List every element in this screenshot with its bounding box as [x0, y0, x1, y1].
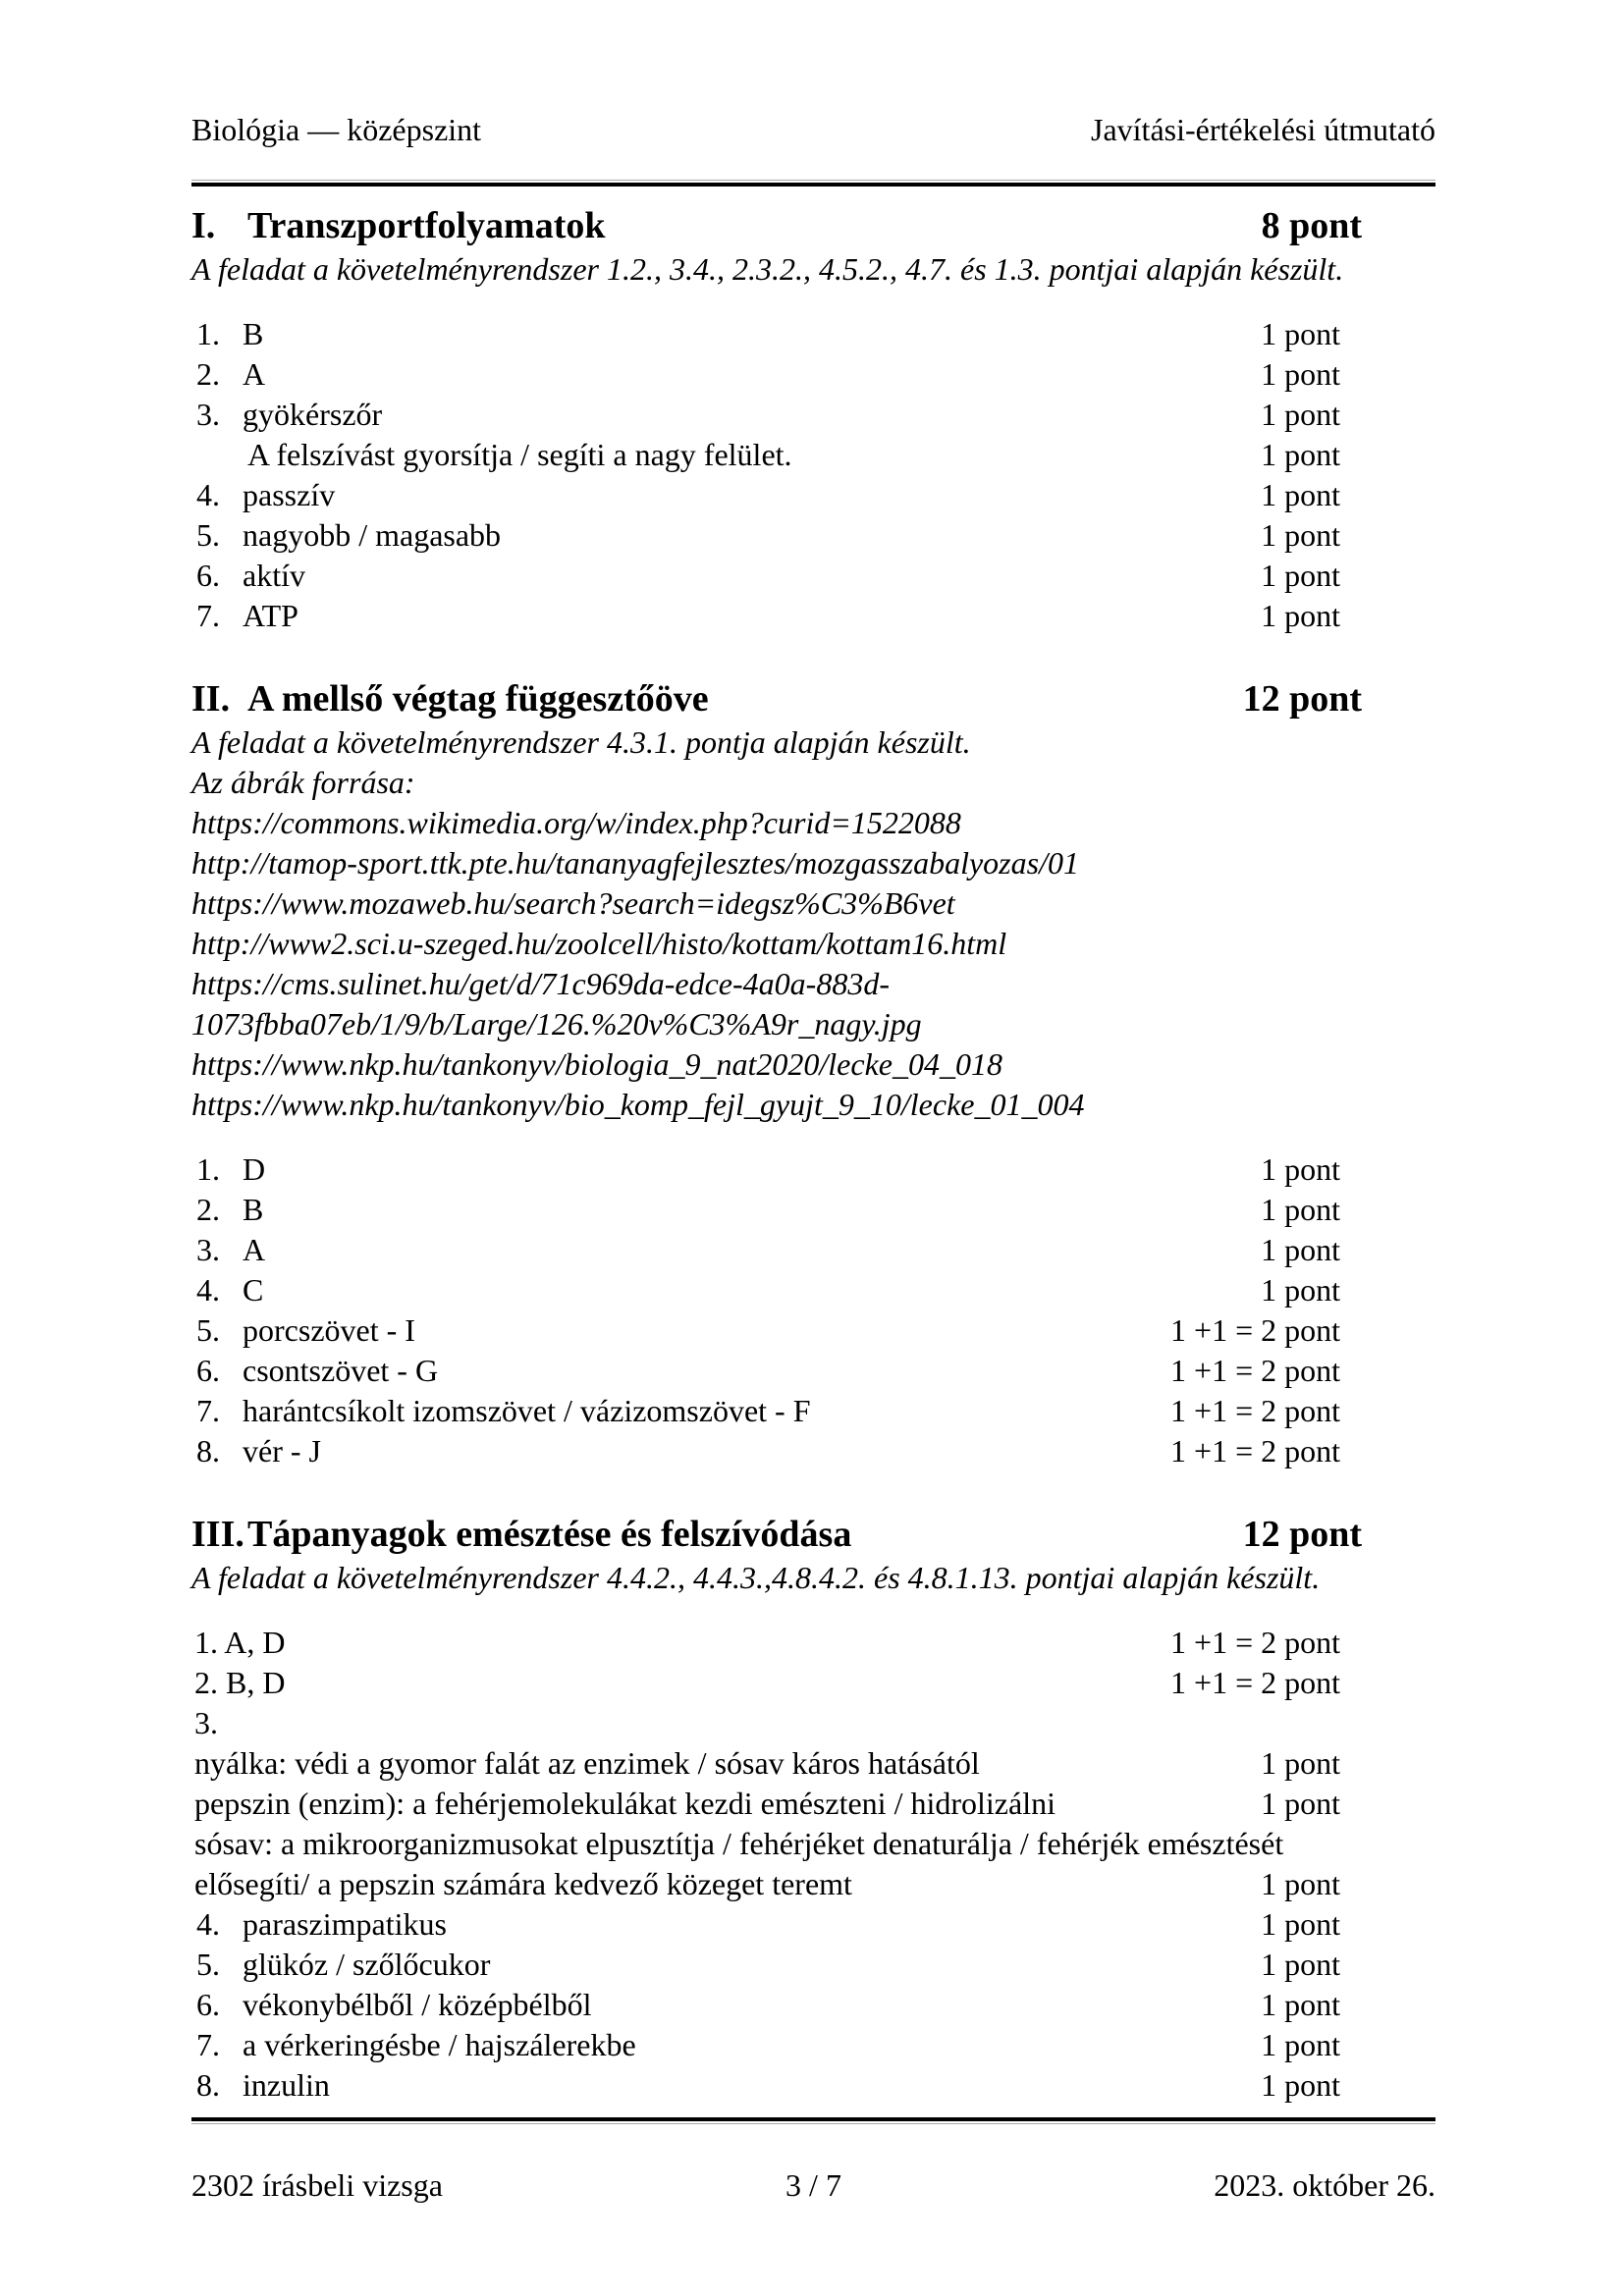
- answer-number: 8.: [196, 2067, 220, 2103]
- answer-number: 6.: [196, 558, 220, 593]
- section-note-line: https://www.mozaweb.hu/search?search=idegsz%C3%B6vet: [191, 885, 955, 921]
- answer-number: 7.: [196, 1393, 220, 1428]
- answer-row: [191, 1945, 1435, 1985]
- section-title: A mellső végtag függesztőöve: [247, 678, 709, 720]
- answer-number: 6.: [196, 1353, 220, 1388]
- answer-number: 5.: [196, 517, 220, 553]
- answer-number: 4.: [196, 1272, 220, 1308]
- answer-row: [191, 475, 1435, 515]
- section-note-line: A feladat a követelményrendszer 1.2., 3.4., 2.3.2., 4.5.2., 4.7. és 1.3. pontjai alapján készült.: [191, 251, 1344, 287]
- answer-points: 1 pont: [1261, 1866, 1340, 1901]
- answer-points: 1 pont: [1261, 1906, 1340, 1942]
- section-note-line: 1073fbba07eb/1/9/b/Large/126.%20v%C3%A9r_nagy.jpg: [191, 1006, 922, 1041]
- answer-text: D: [243, 1151, 266, 1187]
- answer-row: [191, 1270, 1435, 1310]
- answer-points: 1 pont: [1261, 1947, 1340, 1982]
- answer-number: 7.: [196, 2027, 220, 2062]
- answer-points: 1 pont: [1261, 1272, 1340, 1308]
- answer-text: csontszövet - G: [243, 1353, 439, 1388]
- section-notes: [191, 722, 1435, 1125]
- answer-row: [191, 314, 1435, 354]
- answer-row: [191, 2025, 1435, 2065]
- section-number: II.: [191, 678, 231, 720]
- answer-row: [191, 1391, 1435, 1431]
- answer-number: 2.: [196, 356, 220, 392]
- answer-row: [191, 435, 1435, 475]
- answer-text: vér - J: [243, 1433, 321, 1468]
- answer-points: 1 pont: [1261, 517, 1340, 553]
- answer-text: A: [243, 1232, 266, 1267]
- answer-number: 2.: [196, 1192, 220, 1227]
- answer-text: pepszin (enzim): a fehérjemolekulákat kezdi emészteni / hidrolizálni: [194, 1786, 1056, 1821]
- answer-row: [191, 1310, 1435, 1351]
- footer-page-number: 3 / 7: [785, 2167, 841, 2203]
- section-note-line: http://tamop-sport.ttk.pte.hu/tananyagfejlesztes/mozgasszabalyozas/01: [191, 845, 1079, 881]
- answer-points: 1 +1 = 2 pont: [1170, 1393, 1340, 1428]
- section-notes: [191, 249, 1435, 290]
- answer-text: nagyobb / magasabb: [243, 517, 502, 553]
- answer-row: [191, 1824, 1435, 1864]
- section-note-line: Az ábrák forrása:: [191, 765, 415, 800]
- section-note-line: https://www.nkp.hu/tankonyv/bio_komp_fejl_gyujt_9_10/lecke_01_004: [191, 1087, 1085, 1122]
- answer-text: C: [243, 1272, 264, 1308]
- page-header: [191, 110, 1435, 150]
- footer-rule-thin-line: [191, 2123, 1435, 2124]
- answer-text: ATP: [243, 598, 298, 633]
- answer-row: [191, 1190, 1435, 1230]
- answer-text: 1. A, D: [194, 1625, 286, 1660]
- section-number: III.: [191, 1514, 244, 1555]
- answer-points: 1 +1 = 2 pont: [1170, 1625, 1340, 1660]
- answer-points: 1 pont: [1261, 1987, 1340, 2022]
- page-footer-group: [191, 2117, 1435, 2206]
- answer-points: 1 pont: [1261, 1192, 1340, 1227]
- footer-rule-thick-line: [191, 2117, 1435, 2121]
- answer-points: 1 pont: [1261, 1232, 1340, 1267]
- section-points: 12 pont: [1242, 1514, 1362, 1555]
- section-points: 8 pont: [1261, 205, 1362, 246]
- header-rule: [191, 180, 1435, 187]
- section-note-line: A feladat a követelményrendszer 4.3.1. pontja alapján készült.: [191, 724, 971, 760]
- footer-exam-code: 2302 írásbeli vizsga: [191, 2167, 443, 2203]
- answer-number: 3.: [196, 1232, 220, 1267]
- answer-text: nyálka: védi a gyomor falát az enzimek / sósav káros hatásától: [194, 1745, 980, 1781]
- answer-row: [191, 1623, 1435, 1663]
- section-i: [191, 204, 1435, 636]
- answer-row: [191, 556, 1435, 596]
- answer-number: 3.: [196, 397, 220, 432]
- answer-text: 2. B, D: [194, 1665, 286, 1700]
- answer-points: 1 pont: [1261, 356, 1340, 392]
- answer-row: [191, 1985, 1435, 2025]
- section-heading: [191, 204, 1435, 247]
- footer-rule: [191, 2117, 1435, 2124]
- answer-row: [191, 395, 1435, 435]
- answer-number: 5.: [196, 1947, 220, 1982]
- answer-text: gyökérszőr: [243, 397, 383, 432]
- answer-points: 1 pont: [1261, 598, 1340, 633]
- answer-row: [191, 1351, 1435, 1391]
- section-points: 12 pont: [1242, 678, 1362, 720]
- section-heading: [191, 1513, 1435, 1556]
- answer-list: [191, 1623, 1435, 2106]
- answer-row: [191, 354, 1435, 395]
- answer-number: 1.: [196, 316, 220, 351]
- answer-text: paraszimpatikus: [243, 1906, 447, 1942]
- section-note-line: http://www2.sci.u-szeged.hu/zoolcell/histo/kottam/kottam16.html: [191, 926, 1007, 961]
- answer-row: [191, 2065, 1435, 2106]
- answer-points: 1 +1 = 2 pont: [1170, 1312, 1340, 1348]
- section-note-line: https://cms.sulinet.hu/get/d/71c969da-edce-4a0a-883d-: [191, 966, 890, 1001]
- answer-points: 1 pont: [1261, 477, 1340, 512]
- answer-row: [191, 1784, 1435, 1824]
- answer-text: porcszövet - I: [243, 1312, 415, 1348]
- answer-row: [191, 1431, 1435, 1471]
- section-heading: [191, 677, 1435, 721]
- header-guide-label: Javítási-értékelési útmutató: [1091, 112, 1435, 147]
- answer-number: 6.: [196, 1987, 220, 2022]
- header-course-label: Biológia — középszint: [191, 112, 482, 147]
- answer-points: 1 +1 = 2 pont: [1170, 1433, 1340, 1468]
- answer-list: [191, 1149, 1435, 1471]
- answer-row: [191, 1864, 1435, 1904]
- section-note-line: https://www.nkp.hu/tankonyv/biologia_9_nat2020/lecke_04_018: [191, 1046, 1002, 1082]
- answer-row: [191, 515, 1435, 556]
- answer-row: [191, 1703, 1435, 1743]
- answer-points: 1 pont: [1261, 2027, 1340, 2062]
- answer-text: A felszívást gyorsítja / segíti a nagy felület.: [247, 437, 792, 472]
- section-note-line: https://commons.wikimedia.org/w/index.php?curid=1522088: [191, 805, 961, 840]
- answer-row: [191, 1149, 1435, 1190]
- header-rule-thin-line: [191, 180, 1435, 181]
- answer-points: 1 pont: [1261, 558, 1340, 593]
- answer-points: 1 pont: [1261, 316, 1340, 351]
- answer-text: sósav: a mikroorganizmusokat elpusztítja / fehérjéket denaturálja / fehérjék emésztését: [194, 1826, 1284, 1861]
- section-title: Tápanyagok emésztése és felszívódása: [247, 1514, 852, 1555]
- answer-text: passzív: [243, 477, 336, 512]
- answer-text: elősegíti/ a pepszin számára kedvező közeget teremt: [194, 1866, 852, 1901]
- answer-text: a vérkeringésbe / hajszálerekbe: [243, 2027, 636, 2062]
- answer-text: A: [243, 356, 266, 392]
- answer-points: 1 pont: [1261, 2067, 1340, 2103]
- answer-text: 3.: [194, 1705, 218, 1740]
- answer-text: aktív: [243, 558, 305, 593]
- answer-text: inzulin: [243, 2067, 330, 2103]
- answer-points: 1 pont: [1261, 437, 1340, 472]
- answer-points: 1 +1 = 2 pont: [1170, 1665, 1340, 1700]
- answer-row: [191, 1743, 1435, 1784]
- answer-points: 1 pont: [1261, 1786, 1340, 1821]
- answer-number: 5.: [196, 1312, 220, 1348]
- answer-row: [191, 1904, 1435, 1945]
- answer-number: 4.: [196, 1906, 220, 1942]
- answer-text: B: [243, 1192, 264, 1227]
- section-notes: [191, 1558, 1435, 1598]
- answer-text: B: [243, 316, 264, 351]
- answer-row: [191, 1663, 1435, 1703]
- answer-number: 4.: [196, 477, 220, 512]
- answer-text: vékonybélből / középbélből: [243, 1987, 592, 2022]
- sections: [191, 187, 1435, 2106]
- section-title: Transzportfolyamatok: [247, 205, 606, 246]
- answer-points: 1 pont: [1261, 1745, 1340, 1781]
- answer-number: 7.: [196, 598, 220, 633]
- answer-points: 1 pont: [1261, 397, 1340, 432]
- answer-number: 1.: [196, 1151, 220, 1187]
- page-footer: [191, 2165, 1435, 2206]
- section-ii: [191, 677, 1435, 1471]
- section-number: I.: [191, 205, 216, 246]
- answer-points: 1 pont: [1261, 1151, 1340, 1187]
- answer-number: 8.: [196, 1433, 220, 1468]
- section-iii: [191, 1513, 1435, 2106]
- answer-points: 1 +1 = 2 pont: [1170, 1353, 1340, 1388]
- answer-row: [191, 1230, 1435, 1270]
- answer-row: [191, 596, 1435, 636]
- section-note-line: A feladat a követelményrendszer 4.4.2., 4.4.3.,4.8.4.2. és 4.8.1.13. pontjai alapján készült.: [191, 1560, 1321, 1595]
- answer-text: harántcsíkolt izomszövet / vázizomszövet - F: [243, 1393, 811, 1428]
- answer-text: glükóz / szőlőcukor: [243, 1947, 491, 1982]
- answer-list: [191, 314, 1435, 636]
- footer-exam-date: 2023. október 26.: [1214, 2167, 1435, 2203]
